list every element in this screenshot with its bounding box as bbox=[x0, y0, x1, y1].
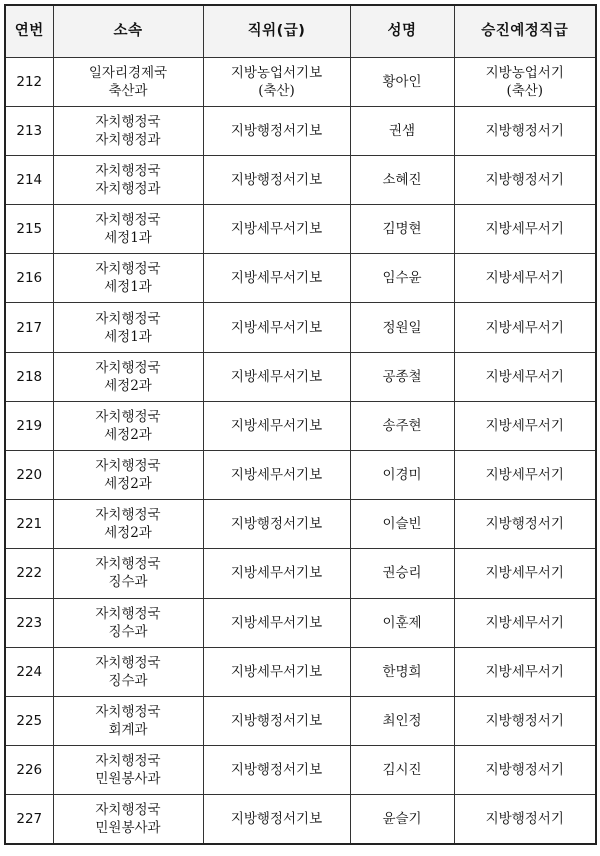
cell-number: 218 bbox=[5, 352, 53, 401]
cell-number: 226 bbox=[5, 746, 53, 795]
cell-position bbox=[203, 401, 350, 450]
cell-name: 권승리 bbox=[350, 549, 454, 598]
position-line: 지방농업서기보 bbox=[230, 64, 323, 81]
cell-promotion-grade bbox=[454, 647, 596, 696]
cell-promotion-grade bbox=[454, 598, 596, 647]
cell-name: 임수윤 bbox=[350, 254, 454, 303]
promo-line: 지방세무서기 bbox=[485, 368, 564, 385]
dept-line: 자치행정과 bbox=[95, 131, 161, 148]
dept-line: 축산과 bbox=[108, 82, 148, 99]
cell-department bbox=[53, 106, 203, 155]
dept-line: 자치행정국 bbox=[95, 704, 161, 721]
table-row bbox=[5, 795, 596, 844]
cell-name: 권샘 bbox=[350, 106, 454, 155]
dept-line: 자치행정국 bbox=[95, 556, 161, 573]
cell-number: 215 bbox=[5, 205, 53, 254]
cell-promotion-grade bbox=[454, 549, 596, 598]
dept-line: 민원봉사과 bbox=[95, 771, 161, 788]
dept-line: 자치행정국 bbox=[95, 162, 161, 179]
cell-number: 220 bbox=[5, 451, 53, 500]
header-promotion-grade: 승진예정직급 bbox=[454, 5, 596, 57]
cell-position bbox=[203, 106, 350, 155]
dept-line: 징수과 bbox=[108, 672, 148, 689]
dept-line: 자치행정과 bbox=[95, 180, 161, 197]
position-line: (축산) bbox=[258, 82, 295, 99]
table-row bbox=[5, 155, 596, 204]
position-line: 지방세무서기보 bbox=[230, 467, 323, 484]
promo-line: 지방행정서기 bbox=[485, 811, 564, 828]
cell-promotion-grade bbox=[454, 746, 596, 795]
cell-promotion-grade bbox=[454, 696, 596, 745]
cell-department bbox=[53, 155, 203, 204]
cell-department bbox=[53, 254, 203, 303]
dept-line: 자치행정국 bbox=[95, 753, 161, 770]
promo-line: 지방세무서기 bbox=[485, 221, 564, 238]
promo-line: 지방행정서기 bbox=[485, 762, 564, 779]
dept-line: 자치행정국 bbox=[95, 507, 161, 524]
cell-position bbox=[203, 254, 350, 303]
promo-line: 지방세무서기 bbox=[485, 319, 564, 336]
promo-line: 지방세무서기 bbox=[485, 270, 564, 287]
dept-line: 자치행정국 bbox=[95, 359, 161, 376]
cell-department bbox=[53, 352, 203, 401]
table-row bbox=[5, 500, 596, 549]
dept-line: 세정2과 bbox=[104, 377, 152, 394]
dept-line: 세정1과 bbox=[104, 230, 152, 247]
cell-name: 이슬빈 bbox=[350, 500, 454, 549]
cell-name: 이훈제 bbox=[350, 598, 454, 647]
promo-line: 지방행정서기 bbox=[485, 171, 564, 188]
cell-promotion-grade bbox=[454, 795, 596, 844]
position-line: 지방세무서기보 bbox=[230, 319, 323, 336]
cell-promotion-grade bbox=[454, 155, 596, 204]
cell-name: 공종철 bbox=[350, 352, 454, 401]
dept-line: 자치행정국 bbox=[95, 458, 161, 475]
header-department: 소속 bbox=[53, 5, 203, 57]
cell-name: 윤슬기 bbox=[350, 795, 454, 844]
promo-line: 지방농업서기 bbox=[485, 64, 564, 81]
cell-department bbox=[53, 696, 203, 745]
table-row bbox=[5, 303, 596, 352]
cell-position bbox=[203, 598, 350, 647]
cell-name: 김명현 bbox=[350, 205, 454, 254]
cell-position bbox=[203, 303, 350, 352]
cell-number: 223 bbox=[5, 598, 53, 647]
dept-line: 일자리경제국 bbox=[88, 64, 168, 81]
position-line: 지방행정서기보 bbox=[230, 713, 323, 730]
cell-number: 214 bbox=[5, 155, 53, 204]
table-row bbox=[5, 451, 596, 500]
cell-name: 김시진 bbox=[350, 746, 454, 795]
promo-line: 지방행정서기 bbox=[485, 713, 564, 730]
table-row bbox=[5, 57, 596, 106]
header-row bbox=[5, 5, 596, 57]
cell-position bbox=[203, 57, 350, 106]
table-header bbox=[5, 5, 596, 57]
cell-name: 소혜진 bbox=[350, 155, 454, 204]
table-row bbox=[5, 549, 596, 598]
cell-promotion-grade bbox=[454, 500, 596, 549]
cell-promotion-grade bbox=[454, 303, 596, 352]
cell-position bbox=[203, 549, 350, 598]
table-row bbox=[5, 352, 596, 401]
table-row bbox=[5, 106, 596, 155]
cell-position bbox=[203, 795, 350, 844]
dept-line: 세정2과 bbox=[104, 426, 152, 443]
cell-department bbox=[53, 647, 203, 696]
position-line: 지방행정서기보 bbox=[230, 122, 323, 139]
table-row bbox=[5, 401, 596, 450]
cell-department bbox=[53, 205, 203, 254]
table-row bbox=[5, 746, 596, 795]
cell-position bbox=[203, 647, 350, 696]
promo-line: 지방세무서기 bbox=[485, 565, 564, 582]
position-line: 지방세무서기보 bbox=[230, 221, 323, 238]
position-line: 지방세무서기보 bbox=[230, 565, 323, 582]
cell-department bbox=[53, 795, 203, 844]
position-line: 지방세무서기보 bbox=[230, 663, 323, 680]
cell-number: 227 bbox=[5, 795, 53, 844]
cell-promotion-grade bbox=[454, 57, 596, 106]
cell-promotion-grade bbox=[454, 205, 596, 254]
cell-promotion-grade bbox=[454, 106, 596, 155]
dept-line: 자치행정국 bbox=[95, 408, 161, 425]
table-row bbox=[5, 696, 596, 745]
cell-position bbox=[203, 451, 350, 500]
dept-line: 자치행정국 bbox=[95, 802, 161, 819]
position-line: 지방세무서기보 bbox=[230, 614, 323, 631]
dept-line: 자치행정국 bbox=[95, 605, 161, 622]
cell-number: 224 bbox=[5, 647, 53, 696]
cell-department bbox=[53, 57, 203, 106]
cell-number: 219 bbox=[5, 401, 53, 450]
position-line: 지방세무서기보 bbox=[230, 270, 323, 287]
cell-number: 222 bbox=[5, 549, 53, 598]
header-name: 성명 bbox=[350, 5, 454, 57]
promotion-table bbox=[4, 4, 597, 845]
document-page bbox=[4, 4, 597, 845]
cell-number: 213 bbox=[5, 106, 53, 155]
dept-line: 민원봉사과 bbox=[95, 820, 161, 837]
position-line: 지방세무서기보 bbox=[230, 417, 323, 434]
table-body bbox=[5, 57, 596, 844]
cell-name: 이경미 bbox=[350, 451, 454, 500]
cell-promotion-grade bbox=[454, 451, 596, 500]
cell-department bbox=[53, 500, 203, 549]
dept-line: 자치행정국 bbox=[95, 113, 161, 130]
cell-promotion-grade bbox=[454, 352, 596, 401]
table-row bbox=[5, 598, 596, 647]
cell-position bbox=[203, 500, 350, 549]
dept-line: 세정1과 bbox=[104, 279, 152, 296]
promo-line: 지방행정서기 bbox=[485, 122, 564, 139]
cell-position bbox=[203, 352, 350, 401]
cell-name: 송주현 bbox=[350, 401, 454, 450]
table-row bbox=[5, 647, 596, 696]
table-row bbox=[5, 254, 596, 303]
cell-number: 212 bbox=[5, 57, 53, 106]
cell-position bbox=[203, 155, 350, 204]
dept-line: 자치행정국 bbox=[95, 310, 161, 327]
cell-position bbox=[203, 746, 350, 795]
header-position: 직위(급) bbox=[203, 5, 350, 57]
cell-number: 216 bbox=[5, 254, 53, 303]
cell-position bbox=[203, 205, 350, 254]
cell-department bbox=[53, 598, 203, 647]
cell-department bbox=[53, 303, 203, 352]
dept-line: 자치행정국 bbox=[95, 212, 161, 229]
cell-promotion-grade bbox=[454, 254, 596, 303]
cell-department bbox=[53, 549, 203, 598]
position-line: 지방행정서기보 bbox=[230, 811, 323, 828]
position-line: 지방행정서기보 bbox=[230, 762, 323, 779]
dept-line: 세정1과 bbox=[104, 328, 152, 345]
dept-line: 회계과 bbox=[108, 722, 148, 739]
dept-line: 자치행정국 bbox=[95, 261, 161, 278]
cell-department bbox=[53, 451, 203, 500]
dept-line: 징수과 bbox=[108, 623, 148, 640]
cell-name: 한명희 bbox=[350, 647, 454, 696]
promo-line: 지방세무서기 bbox=[485, 614, 564, 631]
cell-position bbox=[203, 696, 350, 745]
dept-line: 자치행정국 bbox=[95, 654, 161, 671]
cell-department bbox=[53, 746, 203, 795]
table-row bbox=[5, 205, 596, 254]
cell-name: 황아인 bbox=[350, 57, 454, 106]
cell-number: 221 bbox=[5, 500, 53, 549]
position-line: 지방행정서기보 bbox=[230, 516, 323, 533]
promo-line: 지방세무서기 bbox=[485, 417, 564, 434]
dept-line: 징수과 bbox=[108, 574, 148, 591]
cell-name: 최인정 bbox=[350, 696, 454, 745]
promo-line: (축산) bbox=[506, 82, 544, 99]
promo-line: 지방세무서기 bbox=[485, 467, 564, 484]
dept-line: 세정2과 bbox=[104, 525, 152, 542]
position-line: 지방행정서기보 bbox=[230, 171, 323, 188]
cell-promotion-grade bbox=[454, 401, 596, 450]
cell-number: 225 bbox=[5, 696, 53, 745]
cell-department bbox=[53, 401, 203, 450]
position-line: 지방세무서기보 bbox=[230, 368, 323, 385]
promo-line: 지방행정서기 bbox=[485, 516, 564, 533]
header-number: 연번 bbox=[5, 5, 53, 57]
cell-number: 217 bbox=[5, 303, 53, 352]
promo-line: 지방세무서기 bbox=[485, 663, 564, 680]
dept-line: 세정2과 bbox=[104, 476, 152, 493]
cell-name: 정원일 bbox=[350, 303, 454, 352]
